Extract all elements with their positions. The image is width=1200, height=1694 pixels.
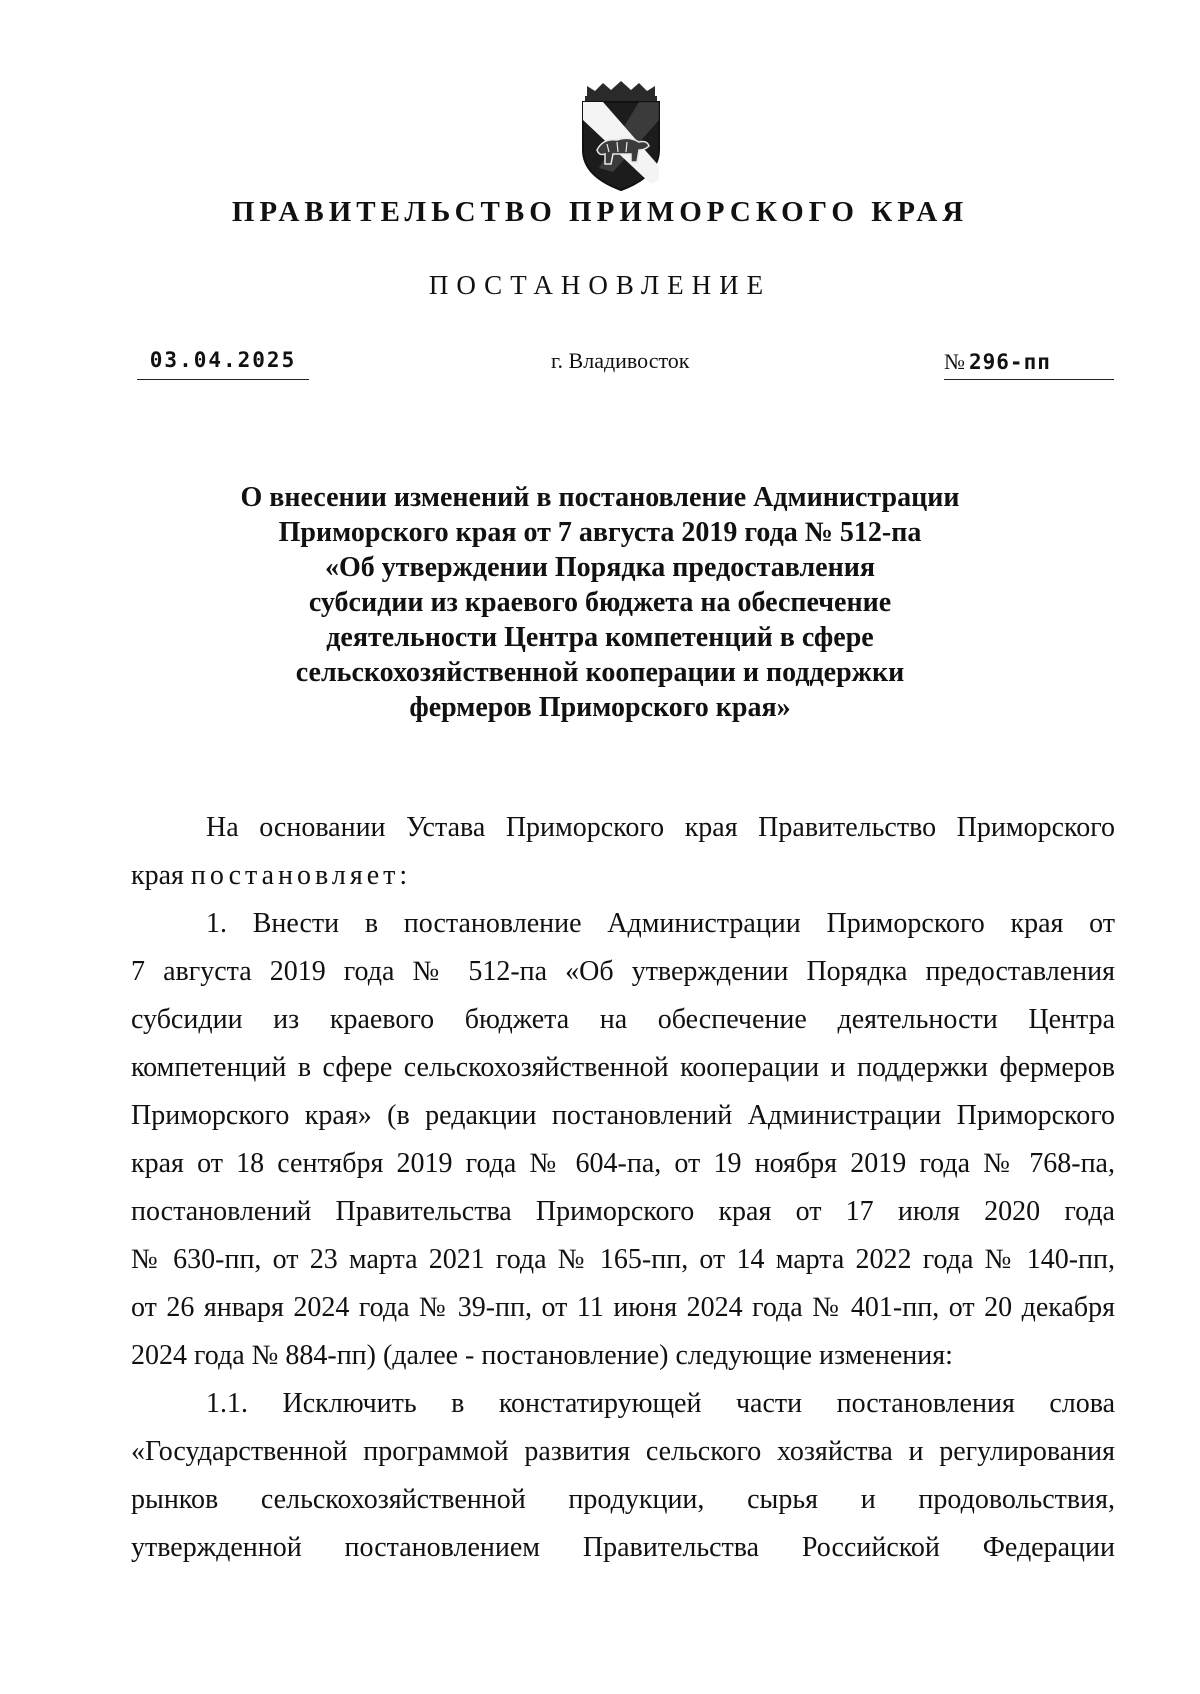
paragraph-line: 7 августа 2019 года № 512-па «Об утверждении Порядка предоставления xyxy=(131,956,1115,987)
paragraph-line: субсидии из краевого бюджета на обеспечение деятельности Центра xyxy=(131,1004,1115,1035)
subject-line: деятельности Центра компетенций в сфере xyxy=(326,622,874,653)
paragraph-line: «Государственной программой развития сельского хозяйства и регулирования xyxy=(131,1436,1115,1467)
document-city: г. Владивосток xyxy=(551,348,690,373)
paragraph-line: 1. Внести в постановление Администрации Приморского края от xyxy=(206,908,1115,939)
paragraph-line: 1.1. Исключить в констатирующей части постановления слова xyxy=(206,1388,1115,1419)
paragraph-line: 2024 года № 884-пп) (далее - постановление) следующие изменения: xyxy=(131,1340,953,1371)
paragraph-line: компетенций в сфере сельскохозяйственной кооперации и поддержки фермеров xyxy=(131,1052,1115,1083)
preamble-line xyxy=(131,852,1115,900)
preamble-verb: постановляет: xyxy=(190,860,412,891)
document-number xyxy=(944,345,1114,380)
paragraph-line: от 26 января 2024 года № 39-пп, от 11 июня 2024 года № 401-пп, от 20 декабря xyxy=(131,1292,1115,1323)
subject-line: Приморского края от 7 августа 2019 года № 512-па xyxy=(278,517,922,548)
number-sign: № xyxy=(944,349,965,374)
paragraph-line: Приморского края» (в редакции постановлений Администрации Приморского xyxy=(131,1100,1115,1131)
subject-line: фермеров Приморского края» xyxy=(409,692,791,723)
preamble-text: края xyxy=(131,860,184,891)
paragraph-line: № 630-пп, от 23 марта 2021 года № 165-пп, от 14 марта 2022 года № 140-пп, xyxy=(131,1244,1115,1275)
coat-of-arms-icon xyxy=(573,80,669,192)
subject-line: субсидии из краевого бюджета на обеспечение xyxy=(308,587,892,618)
document-subject xyxy=(180,480,1020,725)
subject-line: сельскохозяйственной кооперации и поддержки xyxy=(295,657,905,688)
number-value: 296-пп xyxy=(969,350,1051,374)
paragraph-line: края от 18 сентября 2019 года № 604-па, от 19 ноября 2019 года № 768-па, xyxy=(131,1148,1115,1179)
preamble-line: На основании Устава Приморского края Правительство Приморского xyxy=(206,812,1115,843)
paragraph-line: постановлений Правительства Приморского края от 17 июля 2020 года xyxy=(131,1196,1115,1227)
paragraph-line: утвержденной постановлением Правительства Российской Федерации xyxy=(131,1532,1115,1563)
paragraph-line: рынков сельскохозяйственной продукции, сырья и продовольствия, xyxy=(131,1484,1115,1515)
government-title: ПРАВИТЕЛЬСТВО ПРИМОРСКОГО КРАЯ xyxy=(231,196,969,228)
subject-line: О внесении изменений в постановление Администрации xyxy=(240,482,960,513)
subject-line: «Об утверждении Порядка предоставления xyxy=(324,552,876,583)
document-body xyxy=(131,804,1115,1572)
document-type: ПОСТАНОВЛЕНИЕ xyxy=(428,270,772,300)
document-date xyxy=(137,345,309,380)
date-value: 03.04.2025 xyxy=(149,348,297,372)
